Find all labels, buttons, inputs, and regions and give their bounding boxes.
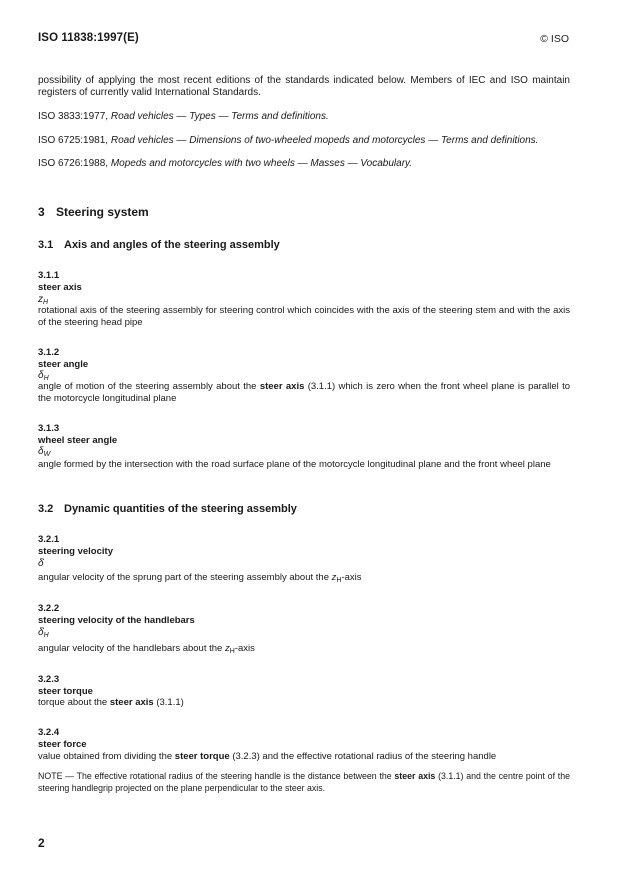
term-number: 3.2.2 <box>38 603 60 614</box>
term-number: 3.2.3 <box>38 674 60 685</box>
term-name: steer torque <box>38 686 93 697</box>
term-name: steer force <box>38 739 87 750</box>
term-definition: angular velocity of the handlebars about the $z_H$-axis <box>38 643 255 655</box>
term-number: 3.1.2 <box>38 347 60 358</box>
section-heading: 3 Steering system <box>38 205 149 219</box>
term-definition: value obtained from dividing the steer torque (3.2.3) and the effective rotational radius of the steering handle <box>38 751 497 762</box>
term-name: steering velocity of the handlebars <box>38 615 195 626</box>
subsection-heading: 3.2 Dynamic quantities of the steering assembly <box>38 503 297 515</box>
reference-item: ISO 6725:1981, Road vehicles — Dimensions of two-wheeled mopeds and motorcycles — Terms and definitions. <box>38 135 539 146</box>
term-symbol: $\delta_H$ <box>38 370 49 382</box>
term-number: 3.1.1 <box>38 270 60 281</box>
reference-item: ISO 3833:1977, Road vehicles — Types — Terms and definitions. <box>38 111 329 122</box>
term-symbol: $\delta_W$ <box>38 446 51 458</box>
term-symbol: δ̇ <box>38 558 44 569</box>
subsection-heading: 3.1 Axis and angles of the steering assembly <box>38 239 280 251</box>
intro-paragraph: possibility of applying the most recent editions of the standards indicated below. Members of IEC and ISO maintain registers of currently valid International Standards. <box>38 75 570 99</box>
term-definition: torque about the steer axis (3.1.1) <box>38 697 184 708</box>
term-definition: angle formed by the intersection with the road surface plane of the motorcycle longitudinal plane and the front wheel plane <box>38 459 551 470</box>
page-number: 2 <box>38 836 45 850</box>
term-symbol: $\deltȧ_H$ <box>38 627 49 639</box>
copyright-mark: © ISO <box>540 33 569 45</box>
term-name: steering velocity <box>38 546 113 557</box>
term-name: steer axis <box>38 282 82 293</box>
term-definition: angle of motion of the steering assembly about the steer axis (3.1.1) which is zero when the front wheel plane is parallel to the motorcycle longitudinal plane <box>38 381 571 405</box>
term-number: 3.2.1 <box>38 534 60 545</box>
term-number: 3.2.4 <box>38 727 60 738</box>
term-number: 3.1.3 <box>38 423 60 434</box>
note-paragraph: NOTE — The effective rotational radius of the steering handle is the distance between the steer axis (3.1.1) and the centre point of the steering handlegrip projected on the plane perpendicular to the steer axis. <box>38 771 571 793</box>
term-name: wheel steer angle <box>38 435 118 446</box>
term-symbol: $z_H$ <box>38 294 49 306</box>
term-name: steer angle <box>38 359 89 370</box>
document-id: ISO 11838:1997(E) <box>38 32 139 44</box>
term-definition: angular velocity of the sprung part of the steering assembly about the $z_H$-axis <box>38 572 362 584</box>
reference-item: ISO 6726:1988, Mopeds and motorcycles with two wheels — Masses — Vocabulary. <box>38 158 413 169</box>
term-definition: rotational axis of the steering assembly for steering control which coincides with the axis of the steering stem and with the axis of the steering head pipe <box>38 305 570 329</box>
